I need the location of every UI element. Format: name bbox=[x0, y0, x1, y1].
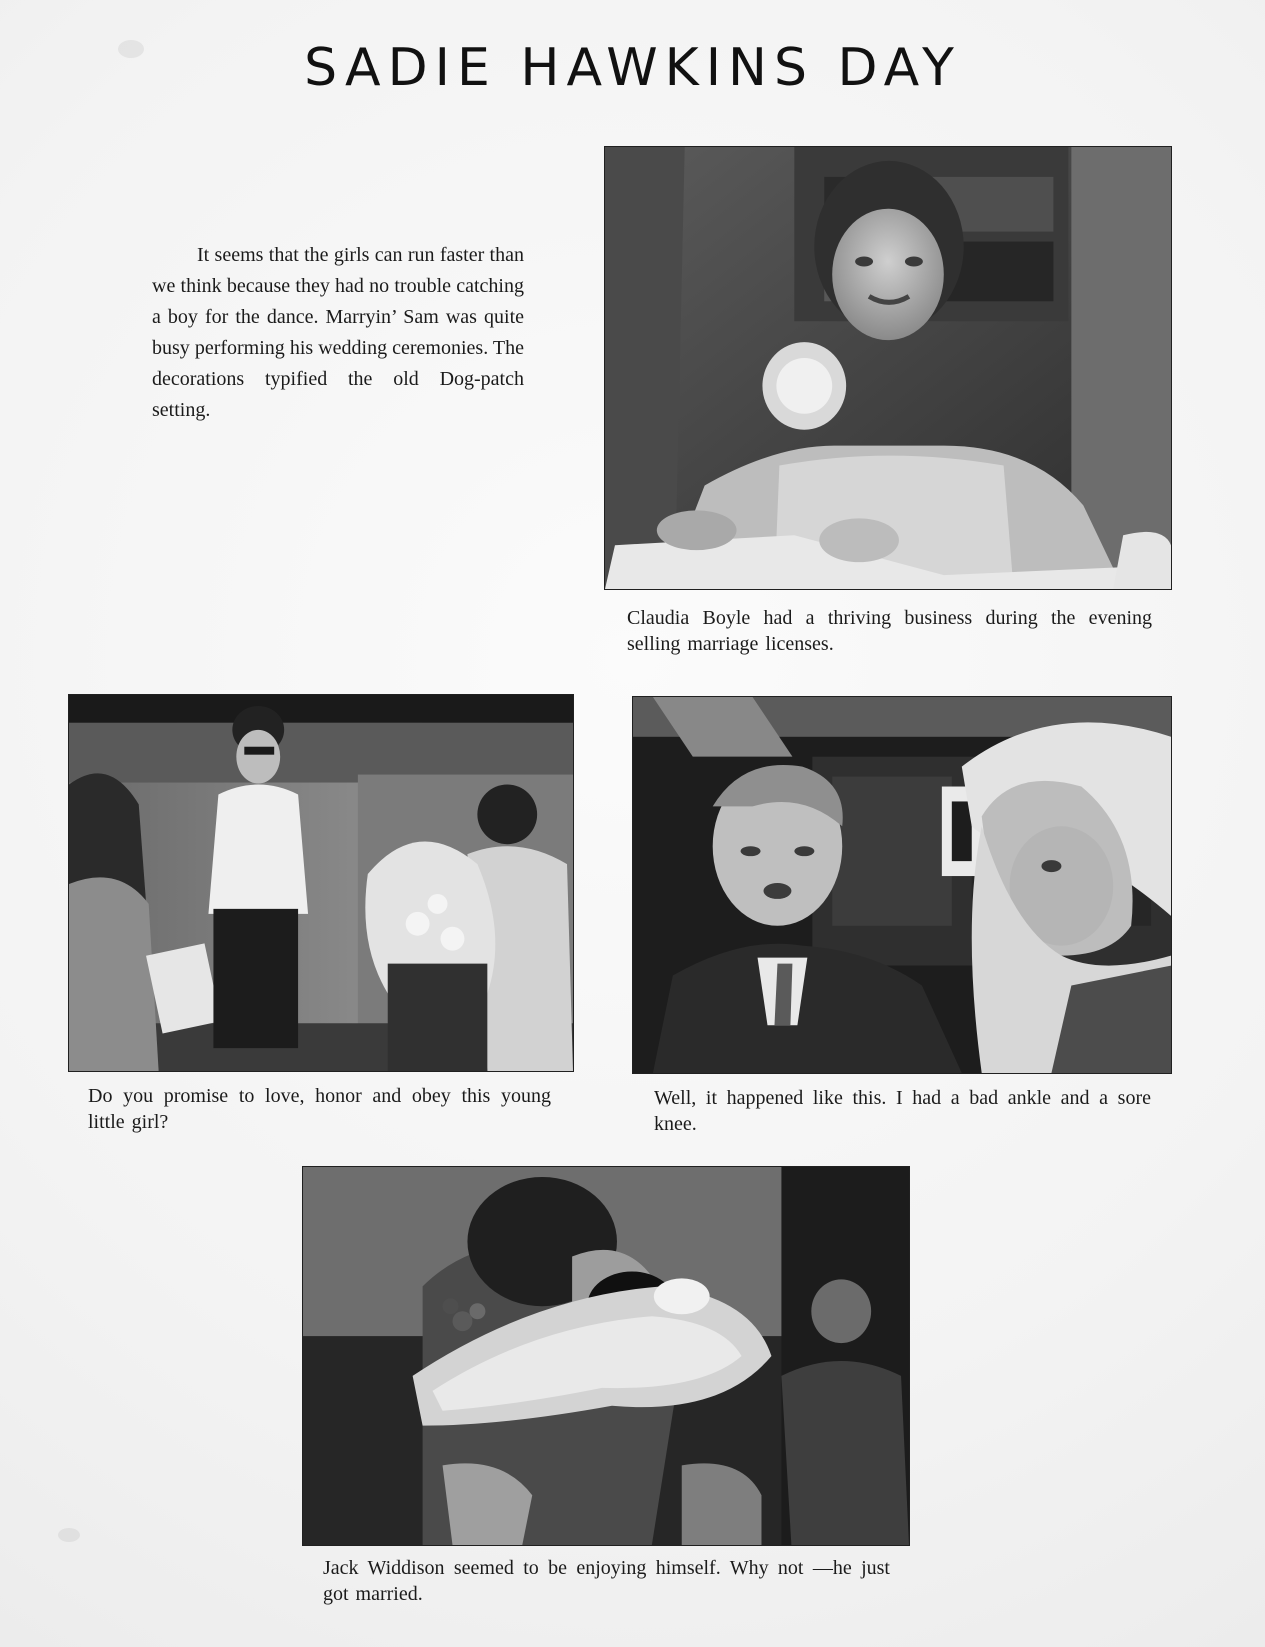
photo-jack-widdison-image bbox=[303, 1167, 909, 1545]
intro-paragraph: It seems that the girls can run faster than we think because they had no trouble catching a boy for the dance. Marryin’ Sam was quite busy performing his wedding ceremonies. The decorations typified the old Dog-patch setting. bbox=[152, 244, 524, 421]
photo-wedding-ceremony bbox=[68, 694, 574, 1072]
photo-bad-ankle bbox=[632, 696, 1172, 1074]
photo-wedding-ceremony-image bbox=[69, 695, 573, 1071]
caption-bad-ankle: Well, it happened like this. I had a bad ankle and a sore knee. bbox=[654, 1087, 1151, 1135]
photo-jack-widdison bbox=[302, 1166, 910, 1546]
paper-smudge bbox=[58, 1528, 80, 1542]
photo-claudia-boyle bbox=[604, 146, 1172, 590]
caption-jack-widdison: Jack Widdison seemed to be enjoying himself. Why not —he just got married. bbox=[323, 1557, 890, 1605]
page-title: SADIE HAWKINS DAY bbox=[304, 38, 961, 98]
caption-wedding-ceremony: Do you promise to love, honor and obey this young little girl? bbox=[88, 1085, 551, 1133]
photo-bad-ankle-image bbox=[633, 697, 1171, 1073]
caption-claudia-boyle: Claudia Boyle had a thriving business during the evening selling marriage licenses. bbox=[627, 607, 1152, 655]
photo-claudia-boyle-image bbox=[605, 147, 1171, 589]
